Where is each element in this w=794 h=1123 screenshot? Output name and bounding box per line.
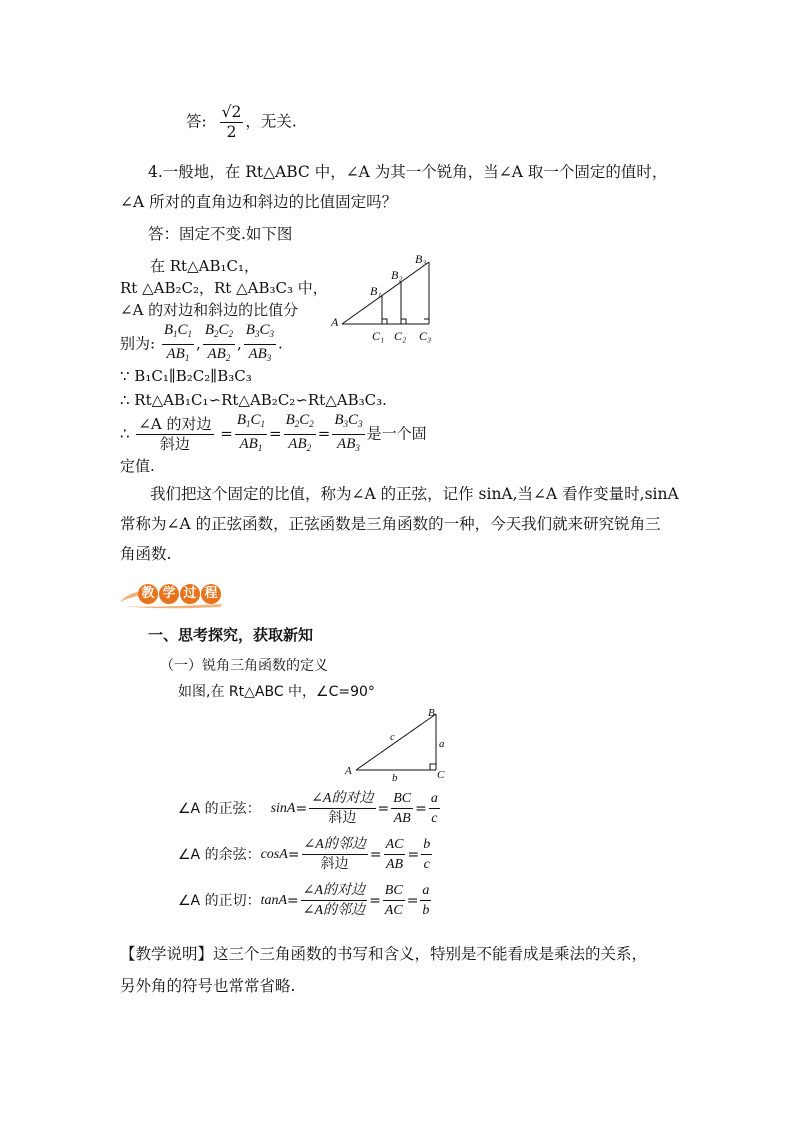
banner-char: 学	[159, 584, 179, 604]
label-B1: B₁	[370, 284, 382, 298]
para-line1: 我们把这个固定的比值，称为∠A 的正弦，记作 sinA,当∠A 看作变量时,sinA	[150, 485, 679, 503]
teaching-process-banner	[118, 582, 228, 610]
sine-definition: ∠A 的正弦： sinA = $\frac{\text{∠A的对边}}{\text{斜边}}$ = $\frac{BC}{AB}$ = $\frac{a}{c}$	[178, 791, 438, 826]
cosine-definition: ∠A 的余弦： cosA = $\frac{\text{∠A的邻边}}{\text{斜边}}$ = $\frac{AC}{AB}$ = $\frac{b}{c}$	[178, 837, 431, 872]
answer-4: 答：固定不变.如下图	[148, 225, 293, 243]
para-line3: 角函数.	[120, 545, 172, 563]
label-A: A	[345, 765, 352, 777]
proof-line6: ∴ Rt△AB₁C₁∽Rt△AB₂C₂∽Rt△AB₃C₃.	[120, 391, 387, 409]
question-4-line1: 4.一般地，在 Rt△ABC 中，∠A 为其一个锐角，当∠A 取一个固定的值时，	[148, 163, 668, 181]
question-4-line2: ∠A 所对的直角边和斜边的比值固定吗？	[120, 193, 398, 211]
label-b: b	[392, 772, 398, 784]
intro-line: 如图,在 Rt△ABC 中，∠C=90°	[178, 684, 375, 700]
label-B: B	[428, 707, 435, 719]
label-C3: C₃	[419, 329, 432, 343]
banner-char: 程	[201, 584, 221, 604]
teaching-note-line2: 另外角的符号也常常省略.	[120, 977, 296, 995]
right-triangle-figure	[340, 702, 460, 787]
proof-line8: 定值.	[120, 457, 155, 475]
para-line2: 常称为∠A 的正弦函数，正弦函数是三角函数的一种，今天我们就来研究锐角三	[120, 515, 661, 533]
banner-char: 过	[180, 584, 200, 604]
label-B2: B₂	[391, 268, 403, 282]
label-c: c	[390, 731, 395, 743]
fraction: $\frac{√2}{2}$	[221, 103, 242, 141]
proof-line3: ∠A 的对边和斜边的比值分	[120, 301, 299, 319]
proof-line5: ∵ B₁C₁∥B₂C₂∥B₃C₃	[120, 367, 252, 385]
banner-char: 教	[138, 584, 158, 604]
label-B3: B₃	[415, 252, 427, 266]
tangent-definition: ∠A 的正切： tanA = $\frac{\text{∠A的对边}}{\text{∠A的邻边}}$ = $\frac{BC}{AC}$ = $\frac{a}{b}$	[178, 883, 430, 918]
answer-sqrt2: 答: $\frac{√2}{2}$ ，无关.	[186, 103, 297, 141]
label-a: a	[439, 738, 445, 750]
section-heading-1: 一、思考探究，获取新知	[148, 626, 314, 644]
teaching-note-line1: 【教学说明】这三个三角函数的书写和含义，特别是不能看成是乘法的关系，	[120, 945, 648, 963]
proof-line1: 在 Rt△AB₁C₁，	[150, 257, 259, 275]
similar-triangles-figure	[325, 250, 445, 345]
proof-line7: ∴ $\frac{\text{∠A 的对边}}{\text{斜边}}$ = $\frac{B_1C_1}{AB_1}$ = $\frac{B_2C_2}{AB_2}$ = $\frac{B_3C_3}{AB_3}$ 是一个固	[120, 412, 427, 453]
subheading-1: （一）锐角三角函数的定义	[160, 658, 328, 674]
label-C1: C₁	[372, 329, 385, 343]
proof-line4: 别为: $\frac{B_1C_1}{AB_1}$ , $\frac{B_2C_2}{AB_2}$ , $\frac{B_3C_3}{AB_3}$ .	[120, 322, 283, 363]
label-C2: C₂	[394, 329, 407, 343]
proof-line2: Rt △AB₂C₂，Rt △AB₃C₃ 中，	[120, 279, 328, 297]
label-A: A	[331, 315, 339, 329]
label-C: C	[437, 769, 445, 781]
